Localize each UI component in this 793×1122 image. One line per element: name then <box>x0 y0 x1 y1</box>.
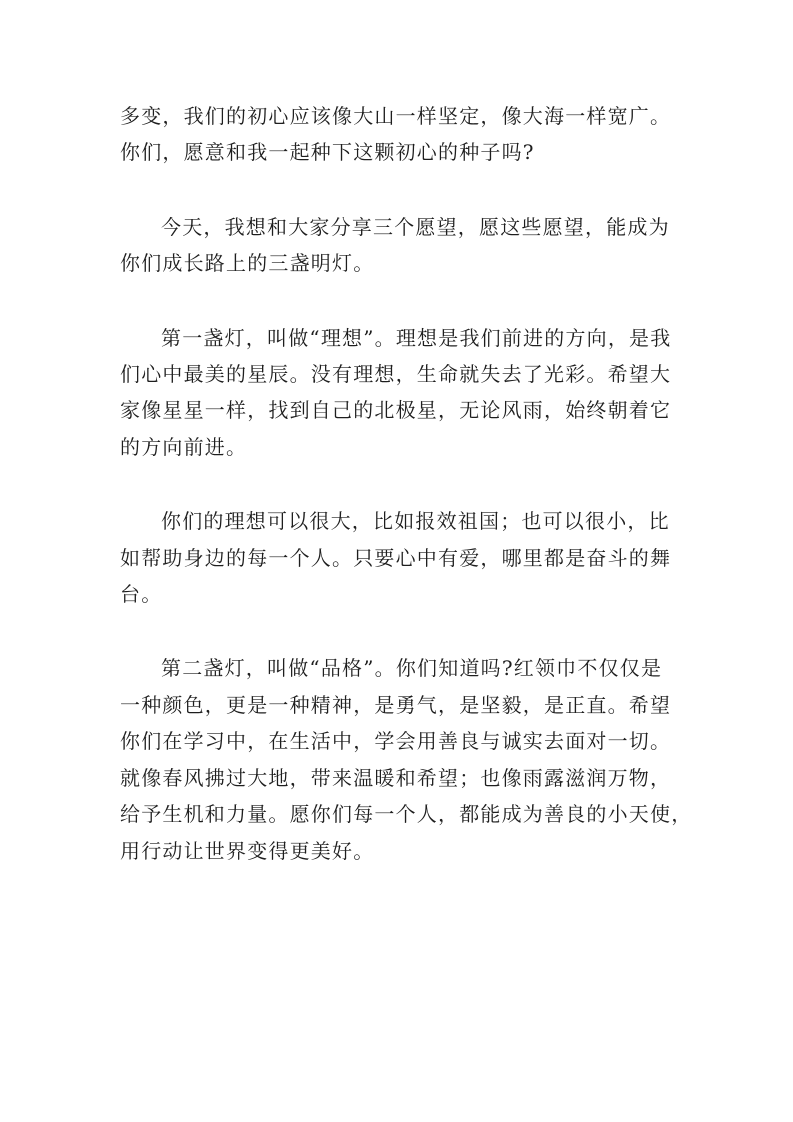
text-line: 家像星星一样，找到自己的北极星，无论风雨，始终朝着它 <box>120 398 672 423</box>
paragraph-2 <box>120 209 676 282</box>
paragraph-5 <box>120 650 693 868</box>
text-line: 用行动让世界变得更美好。 <box>120 838 375 863</box>
paragraph-1 <box>120 98 676 171</box>
text-line: 一种颜色，更是一种精神，是勇气，是坚毅，是正直。希望 <box>120 692 672 717</box>
text-line: 你们在学习中，在生活中，学会用善良与诚实去面对一切。 <box>120 729 672 754</box>
text-line: 你们的理想可以很大，比如报效祖国；也可以很小，比 <box>161 509 670 534</box>
text-line: 多变，我们的初心应该像大山一样坚定，像大海一样宽广。 <box>120 104 672 128</box>
text-line: 第二盏灯，叫做“品格”。你们知道吗?红领巾不仅仅是 <box>161 656 663 681</box>
text-line: 第一盏灯，叫做“理想”。理想是我们前进的方向，是我 <box>161 325 672 350</box>
text-line: 给予生机和力量。愿你们每一个人，都能成为善良的小天使， <box>120 802 693 827</box>
text-line: 如帮助身边的每一个人。只要心中有爱，哪里都是奋斗的舞 <box>120 545 672 570</box>
text-line: 的方向前进。 <box>120 434 248 459</box>
text-line: 就像春风拂过大地，带来温暖和希望；也像雨露滋润万物， <box>120 765 672 790</box>
text-line: 你们，愿意和我一起种下这颗初心的种子吗? <box>120 140 535 165</box>
document-body <box>120 98 693 907</box>
text-line: 你们成长路上的三盏明灯。 <box>120 251 375 276</box>
text-line: 台。 <box>120 582 163 607</box>
paragraph-3 <box>120 320 676 466</box>
paragraph-4 <box>120 503 676 612</box>
text-line: 今天，我想和大家分享三个愿望，愿这些愿望，能成为 <box>161 214 670 239</box>
text-line: 们心中最美的星辰。没有理想，生命就失去了光彩。希望大 <box>120 362 672 387</box>
